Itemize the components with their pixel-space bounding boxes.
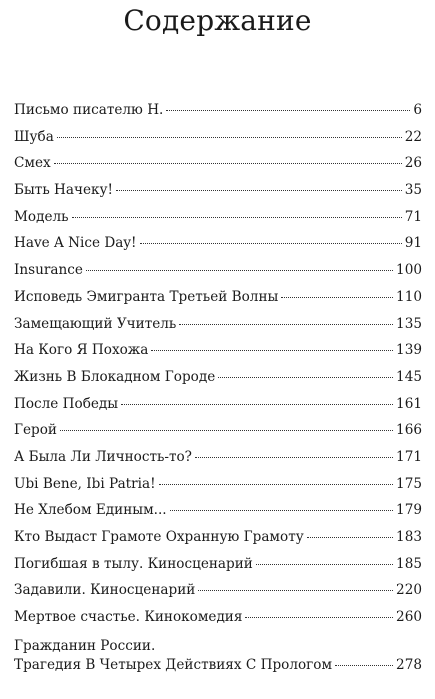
toc-entry[interactable] xyxy=(14,129,422,156)
toc-entry-title: Герой xyxy=(14,422,57,439)
toc-entry[interactable] xyxy=(14,556,422,583)
toc-entry-title: Жизнь В Блокадном Городе xyxy=(14,368,216,385)
table-of-contents xyxy=(14,102,422,676)
dot-leader xyxy=(140,243,402,244)
toc-entry-title: Быть Начеку! xyxy=(14,182,113,199)
toc-entry[interactable] xyxy=(14,289,422,316)
toc-entry-page: 91 xyxy=(404,235,422,252)
toc-entry-page: 6 xyxy=(413,102,422,118)
toc-entry-page: 145 xyxy=(396,368,422,385)
dot-leader xyxy=(60,430,393,431)
toc-entry-page: 166 xyxy=(396,422,422,439)
toc-entry-title-line2: Трагедия В Четырех Действиях С Прологом xyxy=(14,656,333,673)
toc-entry-title: После Победы xyxy=(14,395,119,412)
toc-entry-title: Замещающий Учитель xyxy=(14,315,177,332)
toc-entry-title: Ubi Bene, Ibi Patria! xyxy=(14,475,156,492)
toc-entry-title: Insurance xyxy=(14,262,83,279)
toc-entry-page: 175 xyxy=(396,475,422,492)
toc-entry-page: 183 xyxy=(396,529,422,545)
toc-entry-page: 161 xyxy=(396,395,422,412)
toc-entry-title: На Кого Я Похожа xyxy=(14,342,149,359)
toc-entry[interactable] xyxy=(14,422,422,449)
toc-entry[interactable] xyxy=(14,449,422,476)
toc-entry[interactable] xyxy=(14,369,422,396)
toc-entry-title: Не Хлебом Единым... xyxy=(14,502,167,519)
toc-entry-page: 278 xyxy=(396,656,422,673)
dot-leader xyxy=(170,510,393,511)
toc-entry-title: Модель xyxy=(14,208,69,225)
toc-entry-page: 260 xyxy=(396,609,422,626)
dot-leader xyxy=(57,137,402,138)
toc-entry[interactable] xyxy=(14,209,422,236)
toc-entry-line2 xyxy=(14,657,422,673)
toc-entry[interactable] xyxy=(14,396,422,423)
toc-entry-title-line1: Гражданин России. xyxy=(14,637,156,654)
toc-entry-title: Письмо писателю Н. xyxy=(14,102,164,118)
dot-leader xyxy=(245,617,393,618)
dot-leader xyxy=(159,484,393,485)
toc-entry-page: 110 xyxy=(396,288,422,305)
dot-leader xyxy=(116,190,402,191)
toc-entry-title: А Была Ли Личность-то? xyxy=(14,448,192,465)
toc-entry-title: Кто Выдаст Грамоте Охранную Грамоту xyxy=(14,529,304,545)
toc-entry-page: 26 xyxy=(404,155,422,172)
toc-entry-page: 171 xyxy=(396,448,422,465)
dot-leader xyxy=(218,377,393,378)
toc-entry[interactable] xyxy=(14,316,422,343)
toc-entry-title: Исповедь Эмигранта Третьей Волны xyxy=(14,288,279,305)
toc-entry[interactable] xyxy=(14,529,422,556)
dot-leader xyxy=(121,404,393,405)
toc-entry-multiline[interactable] xyxy=(14,636,422,676)
dot-leader xyxy=(151,350,393,351)
toc-entry-page: 35 xyxy=(404,182,422,199)
dot-leader xyxy=(281,297,393,298)
toc-entry-page: 71 xyxy=(404,208,422,225)
dot-leader xyxy=(256,564,393,565)
page-title: Содержание xyxy=(123,4,312,37)
toc-entry-page: 22 xyxy=(404,128,422,145)
toc-entry-page: 135 xyxy=(396,315,422,332)
toc-entry-page: 185 xyxy=(396,555,422,572)
dot-leader xyxy=(86,270,393,271)
toc-entry-title: Шуба xyxy=(14,128,54,145)
toc-entry-title: Задавили. Киносценарий xyxy=(14,582,196,599)
toc-entry-page: 220 xyxy=(396,582,422,599)
toc-entry[interactable] xyxy=(14,502,422,529)
toc-entry-title: Погибшая в тылу. Киносценарий xyxy=(14,555,253,572)
toc-entry[interactable] xyxy=(14,235,422,262)
toc-entry-title: Смех xyxy=(14,155,51,172)
toc-entry-title: Мертвое счастье. Кинокомедия xyxy=(14,609,243,626)
dot-leader xyxy=(166,110,410,111)
toc-entry[interactable] xyxy=(14,182,422,209)
dot-leader xyxy=(198,590,393,591)
dot-leader xyxy=(195,457,393,458)
toc-entry[interactable] xyxy=(14,476,422,503)
toc-entry[interactable] xyxy=(14,582,422,609)
toc-entry[interactable] xyxy=(14,609,422,636)
toc-entry-title: Have A Nice Day! xyxy=(14,235,137,252)
toc-entry[interactable] xyxy=(14,262,422,289)
dot-leader xyxy=(72,217,402,218)
toc-entry-page: 100 xyxy=(396,262,422,279)
toc-entry[interactable] xyxy=(14,155,422,182)
dot-leader xyxy=(54,163,402,164)
toc-entry-page: 139 xyxy=(396,342,422,359)
toc-entry[interactable] xyxy=(14,342,422,369)
dot-leader xyxy=(179,324,393,325)
dot-leader xyxy=(307,537,393,538)
dot-leader xyxy=(335,665,393,666)
toc-entry[interactable] xyxy=(14,102,422,129)
toc-entry-page: 179 xyxy=(396,502,422,519)
